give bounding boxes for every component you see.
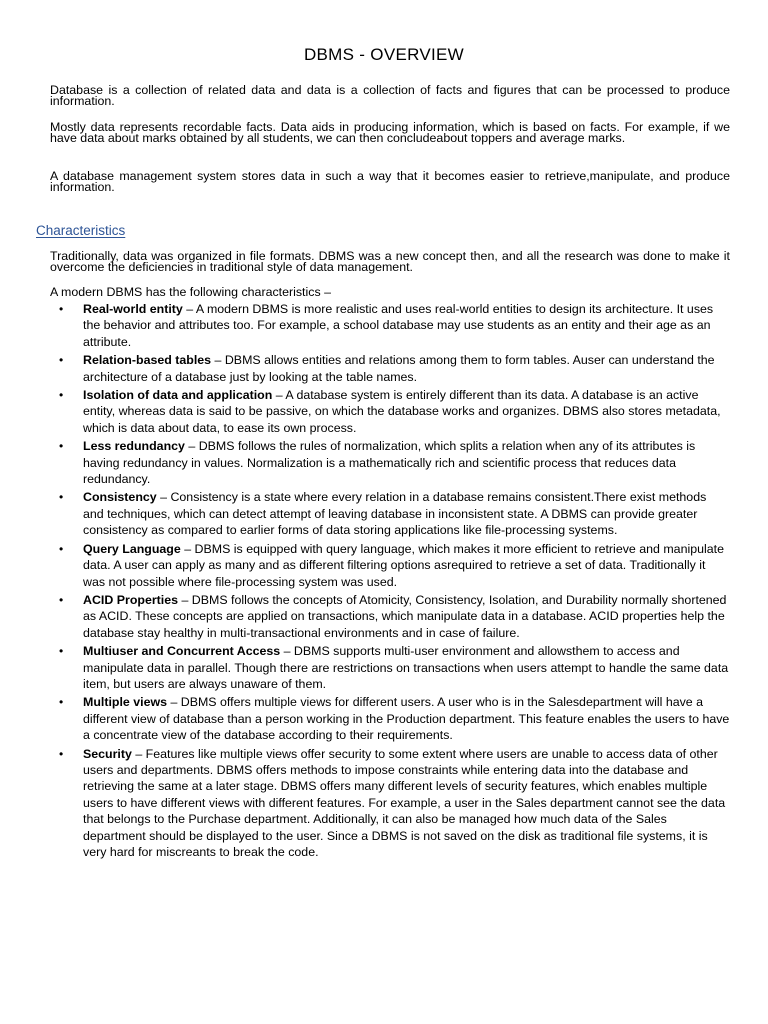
item-term: Isolation of data and application — [83, 388, 273, 403]
list-item — [50, 387, 730, 436]
item-term: Consistency — [83, 490, 157, 505]
bullet-icon: • — [59, 541, 64, 556]
bullet-icon: • — [59, 644, 64, 659]
intro-paragraph-2: Mostly data represents recordable facts. Data aids in producing information, which is based on facts. For example, if we have data about marks obtained by all students, we can then concludeabout toppers and average marks. — [50, 120, 730, 145]
bullet-icon: • — [59, 592, 64, 607]
characteristics-list — [50, 301, 730, 862]
characteristics-heading: Characteristics — [36, 223, 126, 238]
bullet-icon: • — [59, 302, 64, 316]
item-text: – DBMS supports multi-user environment and allowsthem to access and manipulate data in parallel. Though there are restrictions on transactions when users attempt to handle the same data item, but users are always unaware of them. — [83, 644, 729, 691]
bullet-icon: • — [59, 746, 64, 761]
item-term: Real-world entity — [83, 302, 183, 316]
list-item — [50, 352, 730, 385]
item-text: – A database system is entirely different than its data. A database is an active entity, whereas data is said to be passive, on which the database works and organizes. DBMS also stores metadata, which is data about data, to ease its own process. — [83, 388, 721, 435]
bullet-icon: • — [59, 695, 64, 710]
item-text: – DBMS follows the rules of normalization, which splits a relation when any of its attributes is having redundancy in values. Normalization is a mathematically rich and scientific process that reduces data redundancy. — [83, 439, 696, 487]
item-term: Multiuser and Concurrent Access — [83, 644, 281, 659]
list-item — [50, 746, 730, 861]
characteristics-lead: A modern DBMS has the following characteristics – — [50, 285, 331, 299]
list-item — [50, 643, 730, 692]
item-text: – DBMS is equipped with query language, which makes it more efficient to retrieve and manipulate data. A user can apply as many and as different filtering options asrequired to retrieve a set of data. Traditionally it was not possible where file-processing system was used. — [83, 541, 724, 589]
list-item — [50, 592, 730, 641]
item-term: Multiple views — [83, 695, 167, 710]
item-text: – DBMS follows the concepts of Atomicity, Consistency, Isolation, and Durability normally shortened as ACID. These concepts are applied on transactions, which manipulate data in a database. ACID properties help the database stay healthy in multi-transactional environments and in case of failure. — [83, 592, 727, 640]
list-item — [50, 489, 730, 538]
item-term: Relation-based tables — [83, 353, 212, 368]
list-item — [50, 438, 730, 487]
item-term: Security — [83, 746, 132, 761]
item-text: – Features like multiple views offer security to some extent where users are unable to access data of other users and departments. DBMS offers methods to impose constraints while entering data into the database and retrieving the same at a later stage. DBMS offers many different levels of security features, which enables multiple users to have different views with different features. For example, a user in the Sales department cannot see the data that belongs to the Purchase department. Additionally, it can also be managed how much data of the Sales department should be displayed to the user. Since a DBMS is not saved on the disk as traditional file systems, it is very hard for miscreants to break the code. — [83, 746, 726, 859]
bullet-icon: • — [59, 490, 64, 505]
list-item — [50, 694, 730, 743]
item-term: Query Language — [83, 541, 181, 556]
item-text: – A modern DBMS is more realistic and uses real-world entities to design its architecture. It uses the behavior and attributes too. For example, a school database may use students as an entity and their age as an attribute. — [83, 302, 714, 349]
item-term: ACID Properties — [83, 592, 179, 607]
intro-paragraph-3: A database management system stores data in such a way that it becomes easier to retrieve,manipulate, and produce information. — [50, 169, 730, 194]
characteristics-paragraph: Traditionally, data was organized in file formats. DBMS was a new concept then, and all the research was done to make it overcome the deficiencies in traditional style of data management. — [50, 249, 730, 274]
intro-paragraph-1: Database is a collection of related data and data is a collection of facts and figures that can be processed to produce information. — [50, 83, 730, 108]
bullet-icon: • — [59, 388, 64, 403]
item-text: – Consistency is a state where every relation in a database remains consistent.There exist methods and techniques, which can detect attempt of leaving database in inconsistent state. A DBMS can provide greater consistency as compared to earlier forms of data storing applications like file-processing systems. — [83, 490, 707, 538]
item-text: – DBMS allows entities and relations among them to form tables. Auser can understand the architecture of a database just by looking at the table names. — [83, 353, 715, 384]
item-term: Less redundancy — [83, 439, 185, 454]
bullet-icon: • — [59, 353, 64, 368]
list-item — [50, 301, 730, 350]
item-text: – DBMS offers multiple views for different users. A user who is in the Salesdepartment will have a different view of database than a person working in the Production department. This feature enables the users to have a concentrate view of the database according to their requirements. — [83, 695, 730, 743]
bullet-icon: • — [59, 439, 64, 454]
list-item — [50, 541, 730, 590]
page-title: DBMS - OVERVIEW — [303, 45, 465, 64]
